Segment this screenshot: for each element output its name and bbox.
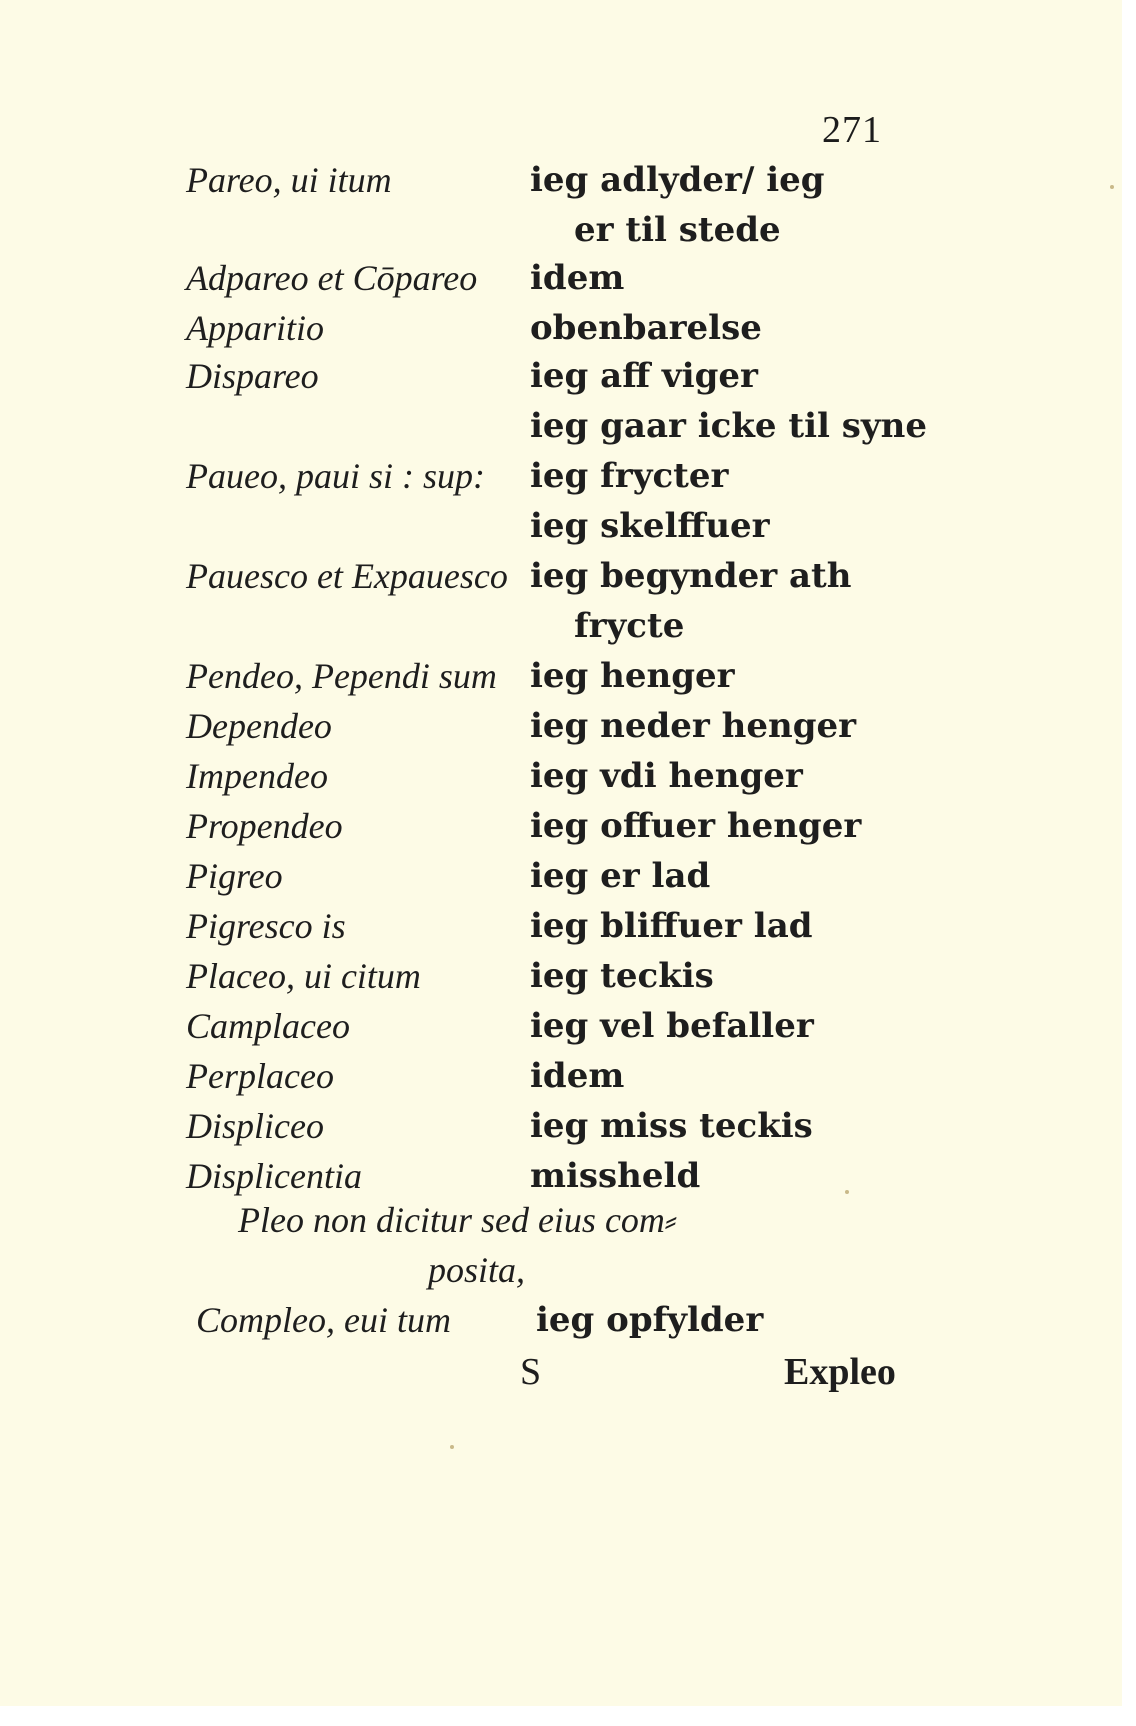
signature-mark: S	[520, 1351, 542, 1393]
entry-latin: Propendeo	[186, 806, 343, 846]
scan-margin-bottom	[0, 1706, 1136, 1726]
catchword: Expleo	[784, 1351, 896, 1393]
entry-danish: ieg skelffuer	[530, 506, 770, 546]
entry-latin: Dependeo	[186, 706, 332, 746]
entry-danish: obenbarelse	[530, 308, 762, 348]
entry-danish: ieg vdi henger	[530, 756, 803, 796]
entry-danish: ieg offuer henger	[530, 806, 862, 846]
entry-danish: ieg er lad	[530, 856, 711, 896]
entry-latin: Paueo, paui si : sup:	[186, 456, 485, 496]
entry-danish: ieg henger	[530, 656, 735, 696]
entry-latin: Pareo, ui itum	[186, 160, 392, 200]
entry-danish: ieg bliffuer lad	[530, 906, 813, 946]
entry-latin: Impendeo	[186, 756, 328, 796]
entry-danish: ieg begynder ath	[530, 556, 852, 596]
entry-latin: Perplaceo	[186, 1056, 334, 1096]
entry-latin: Adpareo et Cōpareo	[186, 258, 478, 298]
entry-danish: idem	[530, 258, 625, 298]
note-line-1: Pleo non dicitur sed eius com⸗	[238, 1200, 677, 1240]
entry-danish: ieg vel befaller	[530, 1006, 814, 1046]
entry-latin: Placeo, ui citum	[186, 956, 421, 996]
last-entry-latin: Compleo, eui tum	[196, 1300, 451, 1340]
entry-danish: ieg gaar icke til syne	[530, 406, 928, 446]
paper-speck	[845, 1190, 849, 1194]
entry-latin: Pigreo	[186, 856, 283, 896]
entry-latin: Pigresco is	[186, 906, 346, 946]
entry-danish: idem	[530, 1056, 625, 1096]
entry-latin: Displicentia	[186, 1156, 362, 1196]
entry-danish: er til stede	[574, 210, 781, 250]
entry-latin: Pauesco et Expauesco	[186, 556, 508, 596]
entry-latin: Dispareo	[186, 356, 319, 396]
entry-danish: ieg aff viger	[530, 356, 758, 396]
note-line-2: posita,	[428, 1250, 526, 1290]
scan-margin-right	[1122, 0, 1136, 1726]
entry-danish: ieg neder henger	[530, 706, 857, 746]
entry-danish: ieg adlyder/ ieg	[530, 160, 825, 200]
entry-latin: Pendeo, Pependi sum	[186, 656, 497, 696]
entry-latin: Displiceo	[186, 1106, 324, 1146]
entry-danish: missheld	[530, 1156, 701, 1196]
entry-danish: ieg frycter	[530, 456, 729, 496]
page-number: 271	[822, 109, 882, 151]
last-entry-danish: ieg opfylder	[536, 1300, 764, 1340]
entry-danish: frycte	[574, 606, 685, 646]
entry-danish: ieg miss teckis	[530, 1106, 813, 1146]
paper-speck	[1110, 185, 1114, 189]
entry-latin: Camplaceo	[186, 1006, 350, 1046]
entry-latin: Apparitio	[186, 308, 325, 348]
entry-danish: ieg teckis	[530, 956, 714, 996]
paper-speck	[450, 1445, 454, 1449]
